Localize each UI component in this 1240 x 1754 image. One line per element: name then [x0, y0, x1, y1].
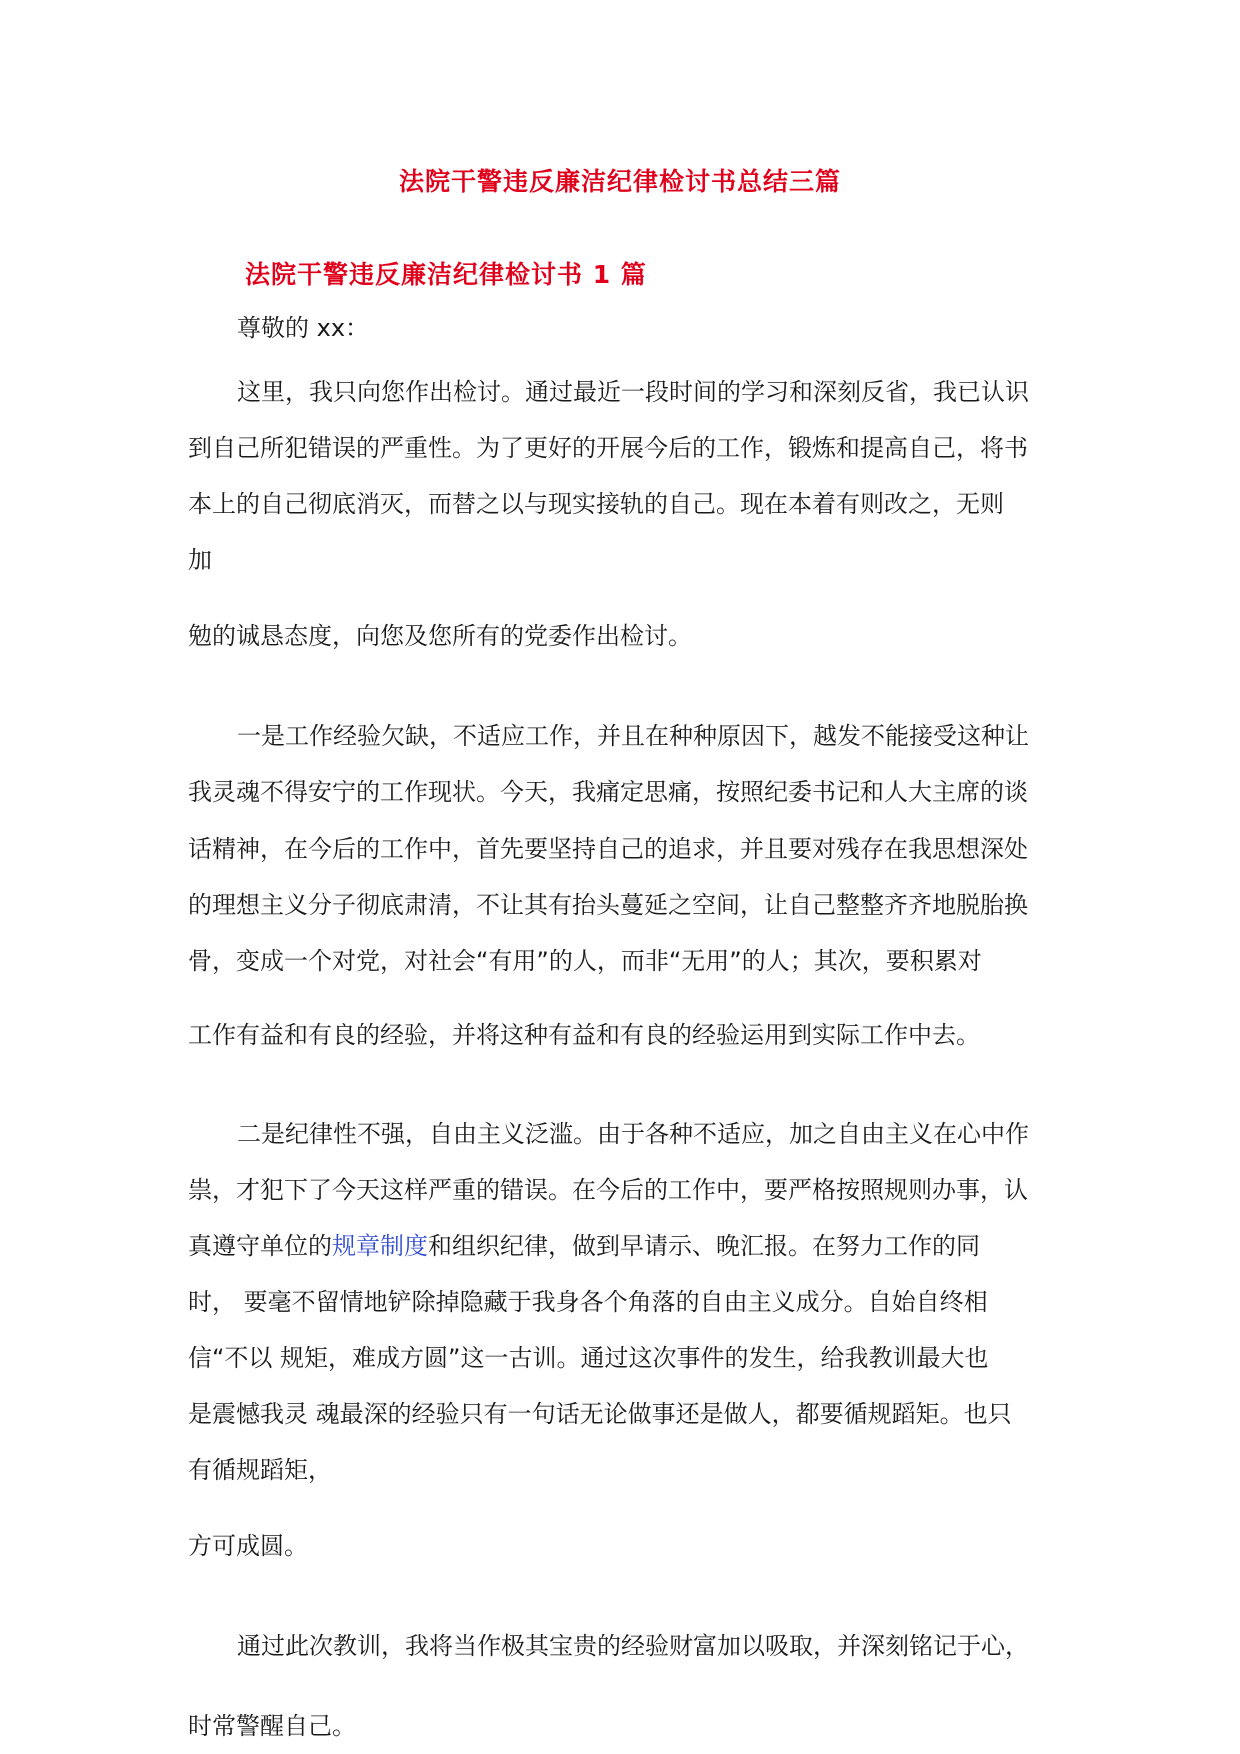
paragraph-1-line-5: 勉的诚恳态度，向您及您所有的党委作出检讨。	[188, 622, 692, 650]
document-title: 法院干警违反廉洁纪律检讨书总结三篇	[398, 167, 841, 196]
paragraph-3-line-8: 方可成圆。	[188, 1532, 308, 1560]
paragraph-1-line-3: 本上的自己彻底消灭，而替之以与现实接轨的自己。现在本着有则改之，无则	[188, 490, 1004, 518]
paragraph-3-line-4: 时， 要毫不留情地铲除掉隐藏于我身各个角落的自由主义成分。自始自终相	[188, 1288, 988, 1316]
paragraph-3-line-3-text-after: 和组织纪律，做到早请示、晚汇报。在努力工作的同	[428, 1232, 980, 1260]
paragraph-3-line-3	[188, 1230, 980, 1262]
paragraph-2-line-1: 一是工作经验欠缺，不适应工作，并且在种种原因下，越发不能接受这种让	[237, 722, 1029, 750]
paragraph-1-line-4: 加	[188, 546, 212, 574]
paragraph-2-line-2: 我灵魂不得安宁的工作现状。今天，我痛定思痛，按照纪委书记和人大主席的谈	[188, 778, 1028, 806]
paragraph-2-line-3: 话精神，在今后的工作中，首先要坚持自己的追求，并且要对残存在我思想深处	[188, 835, 1028, 863]
paragraph-3-line-3-text-before: 真遵守单位的	[188, 1232, 332, 1260]
paragraph-2-line-6: 工作有益和有良的经验，并将这种有益和有良的经验运用到实际工作中去。	[188, 1021, 980, 1049]
regulations-link[interactable]: 规章制度	[332, 1232, 428, 1260]
paragraph-3-line-1: 二是纪律性不强，自由主义泛滥。由于各种不适应，加之自由主义在心中作	[237, 1120, 1029, 1148]
paragraph-3-line-6: 是震憾我灵 魂最深的经验只有一句话无论做事还是做人，都要循规蹈矩。也只	[188, 1400, 1012, 1428]
greeting: 尊敬的 xx：	[237, 314, 370, 342]
paragraph-3-line-2: 祟，才犯下了今天这样严重的错误。在今后的工作中，要严格按照规则办事，认	[188, 1176, 1028, 1204]
paragraph-1-line-1: 这里，我只向您作出检讨。通过最近一段时间的学习和深刻反省，我已认识	[237, 378, 1029, 406]
section-title: 法院干警违反廉洁纪律检讨书 1 篇	[245, 260, 647, 289]
paragraph-3-line-5: 信“不以 规矩，难成方圆”这一古训。通过这次事件的发生，给我教训最大也	[188, 1344, 989, 1372]
paragraph-2-line-4: 的理想主义分子彻底肃清，不让其有抬头蔓延之空间，让自己整整齐齐地脱胎换	[188, 891, 1028, 919]
paragraph-4-line-1: 通过此次教训，我将当作极其宝贵的经验财富加以吸取，并深刻铭记于心，	[237, 1632, 1029, 1660]
paragraph-1-line-2: 到自己所犯错误的严重性。为了更好的开展今后的工作，锻炼和提高自己，将书	[188, 434, 1028, 462]
paragraph-2-line-5: 骨，变成一个对党，对社会“有用”的人，而非“无用”的人；其次，要积累对	[188, 947, 982, 975]
paragraph-4-line-2: 时常警醒自己。	[188, 1712, 356, 1740]
paragraph-3-line-7: 有循规蹈矩，	[188, 1456, 332, 1484]
